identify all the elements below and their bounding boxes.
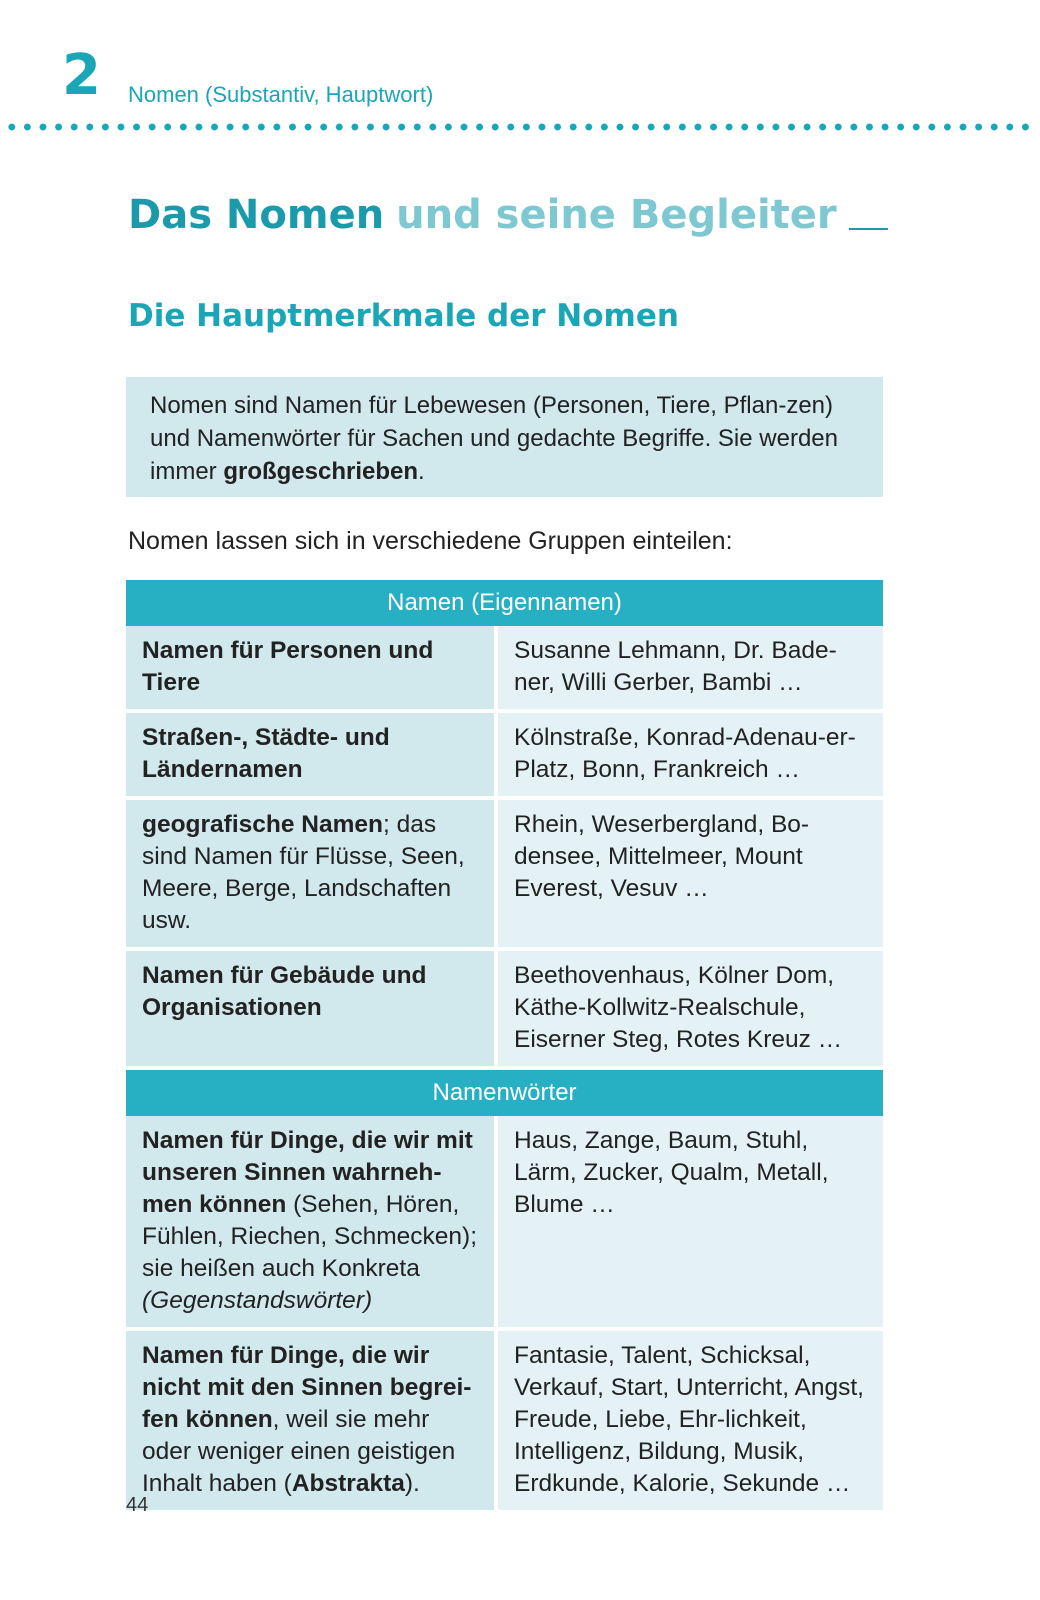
table-row [126, 800, 883, 951]
group-header-label: Namen (Eigennamen) [126, 580, 883, 626]
row-description-bold-term: Abstrakta [291, 1470, 405, 1497]
row-description-bold: Straßen-, Städte- und Ländernamen [142, 724, 390, 783]
page-title-part1: Das Nomen [128, 192, 385, 238]
row-examples: Rhein, Weserbergland, Bo-densee, Mittelmeer, Mount Everest, Vesuv … [498, 800, 883, 951]
chapter-number: 2 [62, 43, 101, 108]
row-description-bold: geografische Namen [142, 811, 383, 838]
row-examples: Susanne Lehmann, Dr. Bade-ner, Willi Gerber, Bambi … [498, 626, 883, 713]
definition-box [126, 377, 883, 497]
row-description [126, 951, 498, 1070]
row-description-rest: , weil sie mehr oder weniger einen geistigen Inhalt haben ( [142, 1406, 456, 1497]
row-description-end: ). [404, 1470, 420, 1497]
row-description-italic: (Gegenstandswörter) [142, 1287, 373, 1314]
row-description [126, 626, 498, 713]
title-rule [849, 228, 888, 230]
row-examples: Beethovenhaus, Kölner Dom, Käthe-Kollwitz-Realschule, Eiserner Steg, Rotes Kreuz … [498, 951, 883, 1070]
table-row [126, 1331, 883, 1514]
page-title-part2: und seine Begleiter [396, 192, 837, 238]
section-subtitle: Die Hauptmerkmale der Nomen [128, 298, 679, 334]
definition-end: . [418, 458, 425, 485]
row-examples: Kölnstraße, Konrad-Adenau-er-Platz, Bonn, Frankreich … [498, 713, 883, 800]
chapter-title: Nomen (Substantiv, Hauptwort) [128, 82, 434, 107]
intro-text: Nomen lassen sich in verschiedene Gruppen einteilen: [128, 527, 733, 555]
row-description-bold: Namen für Gebäude und Organisationen [142, 962, 427, 1021]
row-examples: Fantasie, Talent, Schicksal, Verkauf, Start, Unterricht, Angst, Freude, Liebe, Ehr-lichkeit, Intelligenz, Bildung, Musik, Erdkunde, Kalorie, Sekunde … [498, 1331, 883, 1514]
definition-text: Nomen sind Namen für Lebewesen (Personen, Tiere, Pflan-zen) und Namenwörter für Sachen und gedachte Begriffe. Sie werden immer [150, 392, 838, 485]
table-row [126, 713, 883, 800]
row-description [126, 713, 498, 800]
page-number: 44 [126, 1494, 149, 1516]
dotted-divider [4, 122, 1036, 132]
row-description-bold: Namen für Personen und Tiere [142, 637, 434, 696]
group-header-label: Namenwörter [126, 1070, 883, 1116]
row-description-bold: Namen für Dinge, die wir mit unseren Sinnen wahrneh-men können [142, 1127, 473, 1218]
page-title [128, 192, 888, 238]
row-description-rest: ; das sind Namen für Flüsse, Seen, Meere, Berge, Landschaften usw. [142, 811, 465, 934]
group-header-eigennamen [126, 580, 883, 626]
definition-bold: großgeschrieben [223, 458, 419, 485]
row-description [126, 800, 498, 951]
row-description-bold: Namen für Dinge, die wir nicht mit den Sinnen begrei-fen können [142, 1342, 472, 1433]
table-row [126, 1116, 883, 1331]
row-description [126, 1116, 498, 1331]
row-description-rest: (Sehen, Hören, Fühlen, Riechen, Schmecken); sie heißen auch Konkreta [142, 1191, 477, 1282]
row-description [126, 1331, 498, 1514]
noun-groups-table [126, 580, 883, 1514]
group-header-namenwoerter [126, 1070, 883, 1116]
row-examples: Haus, Zange, Baum, Stuhl, Lärm, Zucker, Qualm, Metall, Blume … [498, 1116, 883, 1331]
table-row [126, 951, 883, 1070]
table-row [126, 626, 883, 713]
